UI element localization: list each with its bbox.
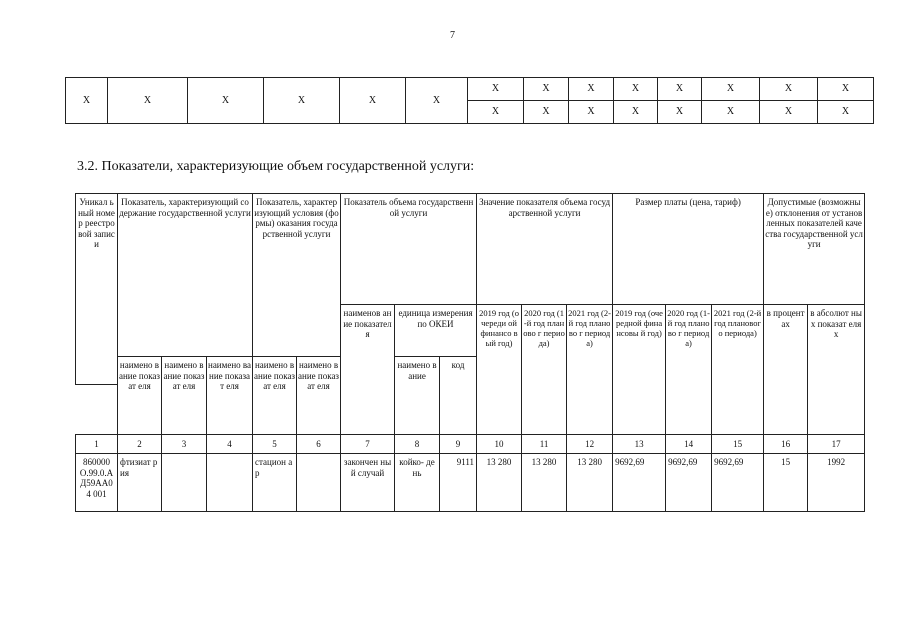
column-number: 5: [253, 435, 297, 454]
header-unit: единица измерения по ОКЕИ: [395, 305, 477, 357]
x-cell: Х: [760, 78, 818, 101]
column-number: 4: [207, 435, 253, 454]
header-in-absolute: в абсолют ных показат елях: [808, 305, 865, 435]
page-number: 7: [450, 30, 455, 41]
column-number: 11: [522, 435, 567, 454]
column-number: 3: [162, 435, 207, 454]
x-cell: Х: [406, 78, 468, 124]
column-number: 15: [712, 435, 764, 454]
x-cell: Х: [264, 78, 340, 124]
column-number: 12: [567, 435, 613, 454]
column-number: 13: [613, 435, 666, 454]
cell-condition-2: [297, 454, 341, 512]
header-unique-number: Уникал ьный номер реестро вой записи: [76, 194, 118, 385]
header-value-2019: 2019 год (очереди ой финансо вый год): [477, 305, 522, 435]
cell-content-3: [207, 454, 253, 512]
x-cell: Х: [468, 78, 524, 101]
cell-fee-2021: 9692,69: [712, 454, 764, 512]
volume-indicators-table: [75, 193, 865, 512]
header-condition-1: наимено вание показат еля: [253, 357, 297, 435]
cell-dev-percent: 15: [764, 454, 808, 512]
header-content-2: наимено вание показат еля: [162, 357, 207, 435]
header-fee-2019: 2019 год (очередной финансовы й год): [613, 305, 666, 435]
column-number: 14: [666, 435, 712, 454]
x-cell: Х: [524, 101, 569, 124]
x-cell: Х: [340, 78, 406, 124]
header-unit-code: код: [440, 357, 477, 435]
header-indicator-name: наименов ание показател я: [341, 305, 395, 435]
header-volume-value: Значение показателя объема государственной услуги: [477, 194, 613, 305]
cell-value-2021: 13 280: [567, 454, 613, 512]
cell-fee-2019: 9692,69: [613, 454, 666, 512]
column-number: 1: [76, 435, 118, 454]
x-cell: Х: [569, 101, 614, 124]
header-volume-indicator: Показатель объема государственной услуги: [341, 194, 477, 305]
x-cell: Х: [614, 101, 658, 124]
column-number: 6: [297, 435, 341, 454]
x-cell: Х: [818, 101, 874, 124]
table-row: [76, 454, 865, 512]
column-number: 2: [118, 435, 162, 454]
cell-content-2: [162, 454, 207, 512]
header-fee-2020: 2020 год (1-й год планово г периода): [666, 305, 712, 435]
header-unit-name: наимено вание: [395, 357, 440, 435]
header-content-3: наимено вание показат еля: [207, 357, 253, 435]
cell-value-2020: 13 280: [522, 454, 567, 512]
x-table: [65, 77, 874, 124]
cell-unit-name: койко- день: [395, 454, 440, 512]
header-row: [76, 194, 865, 305]
header-deviations: Допустимые (возможные) отклонения от установленных показателей качества государственной услуги: [764, 194, 865, 305]
column-number: 9: [440, 435, 477, 454]
cell-unit-code: 9111: [440, 454, 477, 512]
x-cell: Х: [614, 78, 658, 101]
x-cell: Х: [702, 78, 760, 101]
x-cell: Х: [760, 101, 818, 124]
cell-unique-number: 860000 О.99.0.А Д59АА04 001: [76, 454, 118, 512]
column-number-row: [76, 435, 865, 454]
header-fee-size: Размер платы (цена, тариф): [613, 194, 764, 305]
cell-fee-2020: 9692,69: [666, 454, 712, 512]
x-cell: Х: [468, 101, 524, 124]
header-fee-2021: 2021 год (2-й год планового периода): [712, 305, 764, 435]
x-cell: Х: [188, 78, 264, 124]
x-table-row: [66, 78, 874, 101]
header-value-2021: 2021 год (2-й год планово г периода): [567, 305, 613, 435]
x-cell: Х: [108, 78, 188, 124]
x-cell: Х: [658, 101, 702, 124]
x-cell: Х: [658, 78, 702, 101]
column-number: 8: [395, 435, 440, 454]
header-content-1: наимено вание показат еля: [118, 357, 162, 435]
cell-content-1: фтизиат рия: [118, 454, 162, 512]
cell-indicator-name: закончен ный случай: [341, 454, 395, 512]
header-in-percent: в процент ах: [764, 305, 808, 435]
x-cell: Х: [702, 101, 760, 124]
header-condition-2: наимено вание показат еля: [297, 357, 341, 435]
column-number: 16: [764, 435, 808, 454]
x-cell: Х: [818, 78, 874, 101]
header-value-2020: 2020 год (1-й год планово г периода): [522, 305, 567, 435]
cell-dev-absolute: 1992: [808, 454, 865, 512]
section-title: 3.2. Показатели, характеризующие объем государственной услуги:: [77, 159, 475, 174]
x-cell: Х: [66, 78, 108, 124]
x-cell: Х: [569, 78, 614, 101]
column-number: 7: [341, 435, 395, 454]
header-content-indicator: Показатель, характеризующий содержание государственной услуги: [118, 194, 253, 357]
x-cell: Х: [524, 78, 569, 101]
cell-value-2019: 13 280: [477, 454, 522, 512]
column-number: 17: [808, 435, 865, 454]
cell-condition-1: стацион ар: [253, 454, 297, 512]
column-number: 10: [477, 435, 522, 454]
header-condition-indicator: Показатель, характеризующий условия (формы) оказания государственной услуги: [253, 194, 341, 357]
